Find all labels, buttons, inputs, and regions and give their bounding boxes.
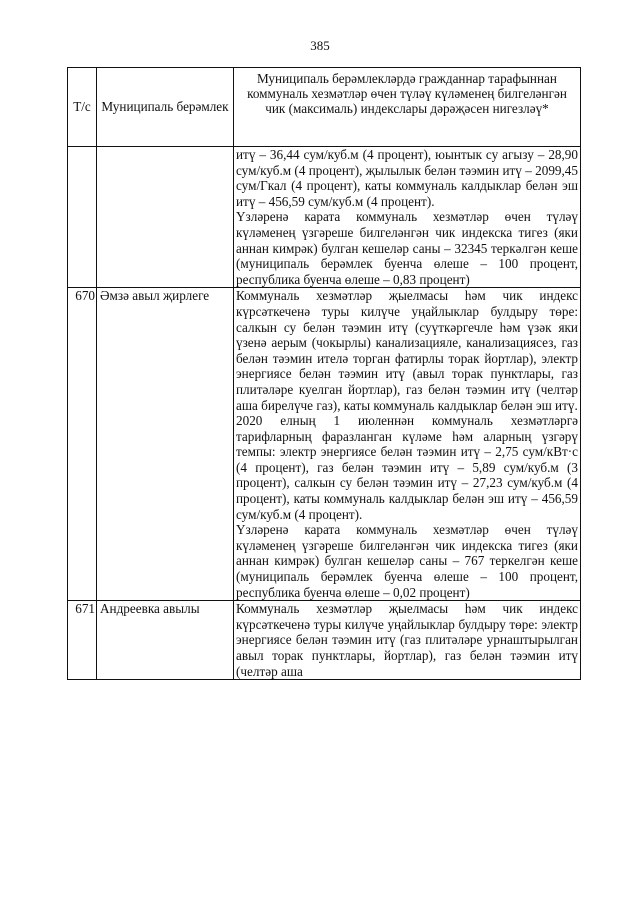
paragraph: 2020 елның 1 июленнән коммуналь хезмәтләргә тарифларның фаразланган күләме һәм аларның үзгәрү темпы: электр энергиясе белән тәэмин итү – 2,75 сум/кВт·с (4 процент), газ белән тәэмин итү – 5,89 сум/куб.м (3 процент), салкын су белән тәэмин итү – 27,23 сум/куб.м (4 процент), каты коммуналь калдыклар белән эш итү – 456,59 сум/куб.м (4 процент). bbox=[236, 413, 578, 522]
row-number: 670 bbox=[68, 288, 97, 601]
paragraph: Коммуналь хезмәтләр җыелмасы һәм чик индекс күрсәткеченә туры килүче уңайлыклар булдыру төре: электр энергиясе белән тәэмин итү (газ плитәләре урнаштырылган авыл торак пунктлары, йортлар), газ белән тәэмин итү (челтәр аша bbox=[236, 601, 578, 679]
table-row bbox=[68, 147, 581, 288]
row-justification bbox=[234, 601, 581, 680]
header-justification: Муниципаль берәмлекләрдә гражданнар тарафыннан коммуналь хезмәтләр өчен түләү күләменең билгеләнгән чик (максималь) индекслары дәрәҗәсен нигезләү* bbox=[234, 68, 581, 147]
header-municipality: Муниципаль берәмлек bbox=[97, 68, 234, 147]
row-municipality: Андреевка авылы bbox=[97, 601, 234, 680]
row-number: 671 bbox=[68, 601, 97, 680]
header-num: Т/с bbox=[68, 68, 97, 147]
page-number: 385 bbox=[310, 38, 330, 53]
row-justification bbox=[234, 288, 581, 601]
row-municipality: Әмзә авыл җирлеге bbox=[97, 288, 234, 601]
row-number bbox=[68, 147, 97, 288]
table-row bbox=[68, 288, 581, 601]
table-row bbox=[68, 601, 581, 680]
row-municipality bbox=[97, 147, 234, 288]
row-justification bbox=[234, 147, 581, 288]
paragraph: Коммуналь хезмәтләр җыелмасы һәм чик индекс күрсәткеченә туры килүче уңайлыклар булдыру төре: салкын су белән тәэмин итү (суүткәргечле һәм үзәк яки үзенә аерым (чокырлы) канализацияле, канализациясез, газ белән тәэмин ителә торган фатирлы торак йортлар), электр энергиясе белән тәэмин итү (авыл торак пунктлары, газ плитәләре куелган йортлар), газ белән тәэмин итү (челтәр аша бирелүче газ), каты коммуналь калдыклар белән эш итү. bbox=[236, 288, 578, 413]
paragraph: итү – 36,44 сум/куб.м (4 процент), юынтык су агызу – 28,90 сум/куб.м (4 процент), җылылык белән тәэмин итү – 2099,45 сум/Гкал (4 процент), каты коммуналь калдыклар белән эш итү – 456,59 сум/куб.м (4 процент). bbox=[236, 147, 578, 209]
tariff-table bbox=[67, 67, 581, 680]
paragraph: Үзләренә карата коммуналь хезмәтләр өчен түләү күләменең үзгәреше билгеләнгән чик индекска тигез (яки аннан кимрәк) булган кешеләр саны – 32345 теркәлгән кеше (муниципаль берәмлек буенча өлеше – 100 процент, республика буенча өлеше – 0,83 процент) bbox=[236, 209, 578, 287]
paragraph: Үзләренә карата коммуналь хезмәтләр өчен түләү күләменең үзгәреше билгеләнгән чик индекска тигез (яки аннан кимрәк) булган кешеләр саны – 767 теркелгән кеше (муниципаль берәмлек буенча өлеше – 100 процент, республика буенча өлеше – 0,02 процент) bbox=[236, 522, 578, 600]
table-header-row bbox=[68, 68, 581, 147]
